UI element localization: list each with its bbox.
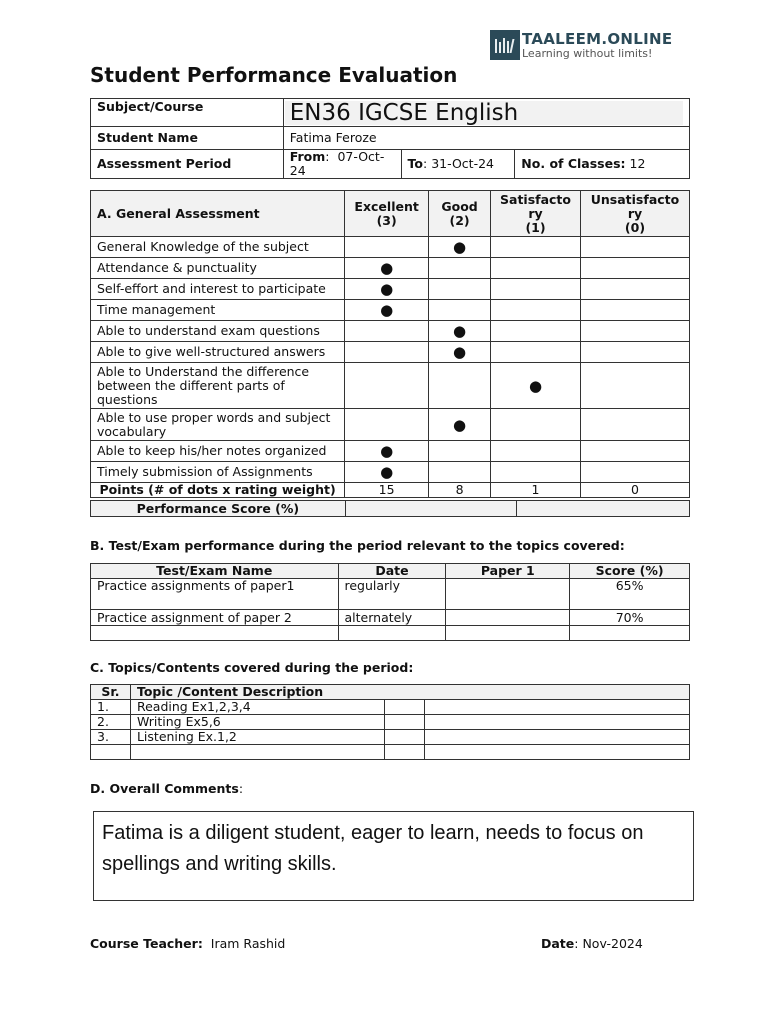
exam-header-name: Test/Exam Name xyxy=(91,564,339,579)
rating-cell-satisfactory xyxy=(491,300,581,321)
section-c-heading: C. Topics/Contents covered during the period: xyxy=(90,660,414,675)
rating-dot: ● xyxy=(453,415,467,434)
table-row xyxy=(91,745,690,760)
table-row xyxy=(91,342,690,363)
course-teacher: Course Teacher: Iram Rashid xyxy=(90,936,286,951)
topic-sr: 1. xyxy=(91,700,131,715)
rating-cell-excellent xyxy=(345,279,429,300)
overall-comments-box xyxy=(93,811,694,901)
rating-cell-excellent xyxy=(345,300,429,321)
points-label: Points (# of dots x rating weight) xyxy=(91,483,345,498)
student-name-label: Student Name xyxy=(91,127,284,150)
rating-cell-unsatisfactory xyxy=(580,441,689,462)
rating-cell-unsatisfactory xyxy=(580,258,689,279)
rating-cell-good xyxy=(429,462,491,483)
table-row xyxy=(91,321,690,342)
table-row xyxy=(91,409,690,441)
rating-dot: ● xyxy=(380,280,394,298)
rating-cell-satisfactory xyxy=(491,441,581,462)
exam-date: regularly xyxy=(338,579,446,610)
student-name-value: Fatima Feroze xyxy=(283,127,689,150)
rating-dot: ● xyxy=(453,343,467,361)
points-unsatisfactory: 0 xyxy=(580,483,689,498)
criterion-label: Able to Understand the difference between the different parts of questions xyxy=(91,363,345,409)
performance-score-cell-1 xyxy=(345,501,517,517)
assessment-period-label: Assessment Period xyxy=(91,150,284,179)
rating-cell-good xyxy=(429,321,491,342)
topics-table xyxy=(90,684,690,760)
rating-cell-satisfactory xyxy=(491,409,581,441)
logo-name: TAALEEM.ONLINE xyxy=(522,30,673,48)
table-row xyxy=(91,300,690,321)
table-row xyxy=(91,579,690,610)
classes-count: No. of Classes: 12 xyxy=(515,150,690,179)
rating-cell-good xyxy=(429,279,491,300)
rating-cell-excellent xyxy=(345,321,429,342)
exam-table xyxy=(90,563,690,641)
topic-sr: 3. xyxy=(91,730,131,745)
section-b-heading: B. Test/Exam performance during the period relevant to the topics covered: xyxy=(90,538,625,553)
rating-cell-good xyxy=(429,300,491,321)
criterion-label: Self-effort and interest to participate xyxy=(91,279,345,300)
info-table xyxy=(90,98,690,179)
rating-dot: ● xyxy=(380,259,394,277)
criterion-label: Attendance & punctuality xyxy=(91,258,345,279)
exam-header-score: Score (%) xyxy=(570,564,690,579)
rating-cell-satisfactory xyxy=(491,237,581,258)
table-row xyxy=(91,626,690,641)
rating-dot: ● xyxy=(380,463,394,481)
page-title: Student Performance Evaluation xyxy=(90,63,458,87)
exam-header-date: Date xyxy=(338,564,446,579)
rating-cell-excellent xyxy=(345,363,429,409)
performance-score-label: Performance Score (%) xyxy=(91,501,346,517)
section-d-heading: D. Overall Comments: xyxy=(90,781,244,796)
subject-value: EN36 IGCSE English xyxy=(283,99,689,127)
table-row xyxy=(91,279,690,300)
col-good: Good (2) xyxy=(429,191,491,237)
points-good: 8 xyxy=(429,483,491,498)
table-row xyxy=(91,441,690,462)
report-date: Date: Nov-2024 xyxy=(541,936,643,951)
logo-tagline: Learning without limits! xyxy=(522,47,653,60)
rating-cell-satisfactory xyxy=(491,258,581,279)
rating-cell-good xyxy=(429,342,491,363)
criterion-label: Time management xyxy=(91,300,345,321)
overall-comment-text: Fatima is a diligent student, eager to learn, needs to focus on spellings and writing skills. xyxy=(102,822,644,875)
rating-cell-good xyxy=(429,409,491,441)
table-row xyxy=(91,700,690,715)
exam-paper xyxy=(446,610,570,626)
rating-cell-excellent xyxy=(345,462,429,483)
rating-dot: ● xyxy=(380,301,394,319)
table-row xyxy=(91,462,690,483)
rating-cell-unsatisfactory xyxy=(580,409,689,441)
rating-cell-satisfactory xyxy=(491,321,581,342)
books-icon xyxy=(490,30,520,60)
exam-header-paper: Paper 1 xyxy=(446,564,570,579)
points-excellent: 15 xyxy=(345,483,429,498)
rating-cell-excellent xyxy=(345,409,429,441)
rating-cell-excellent xyxy=(345,258,429,279)
rating-cell-good xyxy=(429,363,491,409)
rating-cell-unsatisfactory xyxy=(580,363,689,409)
rating-cell-good xyxy=(429,258,491,279)
exam-name: Practice assignments of paper1 xyxy=(91,579,339,610)
topic-description: Writing Ex5,6 xyxy=(130,715,384,730)
exam-paper xyxy=(446,579,570,610)
rating-cell-excellent xyxy=(345,342,429,363)
exam-score: 70% xyxy=(570,610,690,626)
points-satisfactory: 1 xyxy=(491,483,581,498)
rating-cell-satisfactory xyxy=(491,342,581,363)
table-row xyxy=(91,730,690,745)
criterion-label: General Knowledge of the subject xyxy=(91,237,345,258)
rating-cell-satisfactory xyxy=(491,279,581,300)
criterion-label: Able to use proper words and subject vocabulary xyxy=(91,409,345,441)
period-from: From: 07-Oct-24 xyxy=(283,150,401,179)
rating-cell-unsatisfactory xyxy=(580,279,689,300)
table-row xyxy=(91,610,690,626)
topic-description: Listening Ex.1,2 xyxy=(130,730,384,745)
criterion-label: Able to keep his/her notes organized xyxy=(91,441,345,462)
rating-dot: ● xyxy=(453,238,467,256)
rating-cell-satisfactory xyxy=(491,462,581,483)
table-row xyxy=(91,363,690,409)
col-unsatisfactory: Unsatisfacto ry (0) xyxy=(580,191,689,237)
general-assessment-heading: A. General Assessment xyxy=(91,191,345,237)
general-assessment-table xyxy=(90,190,690,498)
period-to: To: 31-Oct-24 xyxy=(401,150,515,179)
rating-cell-unsatisfactory xyxy=(580,300,689,321)
exam-date: alternately xyxy=(338,610,446,626)
criterion-label: Timely submission of Assignments xyxy=(91,462,345,483)
rating-cell-excellent xyxy=(345,441,429,462)
topics-header-description: Topic /Content Description xyxy=(130,685,689,700)
performance-score-table xyxy=(90,500,690,517)
rating-cell-unsatisfactory xyxy=(580,321,689,342)
table-row xyxy=(91,237,690,258)
table-row xyxy=(91,258,690,279)
table-row xyxy=(91,715,690,730)
exam-score: 65% xyxy=(570,579,690,610)
rating-dot: ● xyxy=(380,442,394,460)
performance-score-cell-2 xyxy=(517,501,690,517)
rating-cell-excellent xyxy=(345,237,429,258)
rating-cell-good xyxy=(429,441,491,462)
rating-dot: ● xyxy=(528,376,543,395)
topic-description: Reading Ex1,2,3,4 xyxy=(130,700,384,715)
rating-cell-unsatisfactory xyxy=(580,237,689,258)
rating-cell-satisfactory xyxy=(491,363,581,409)
rating-dot: ● xyxy=(453,322,467,340)
subject-label: Subject/Course xyxy=(91,99,284,127)
criterion-label: Able to understand exam questions xyxy=(91,321,345,342)
topics-header-sr: Sr. xyxy=(91,685,131,700)
exam-name: Practice assignment of paper 2 xyxy=(91,610,339,626)
col-satisfactory: Satisfacto ry (1) xyxy=(491,191,581,237)
rating-cell-unsatisfactory xyxy=(580,462,689,483)
col-excellent: Excellent (3) xyxy=(345,191,429,237)
rating-cell-unsatisfactory xyxy=(580,342,689,363)
rating-cell-good xyxy=(429,237,491,258)
criterion-label: Able to give well-structured answers xyxy=(91,342,345,363)
topic-sr: 2. xyxy=(91,715,131,730)
